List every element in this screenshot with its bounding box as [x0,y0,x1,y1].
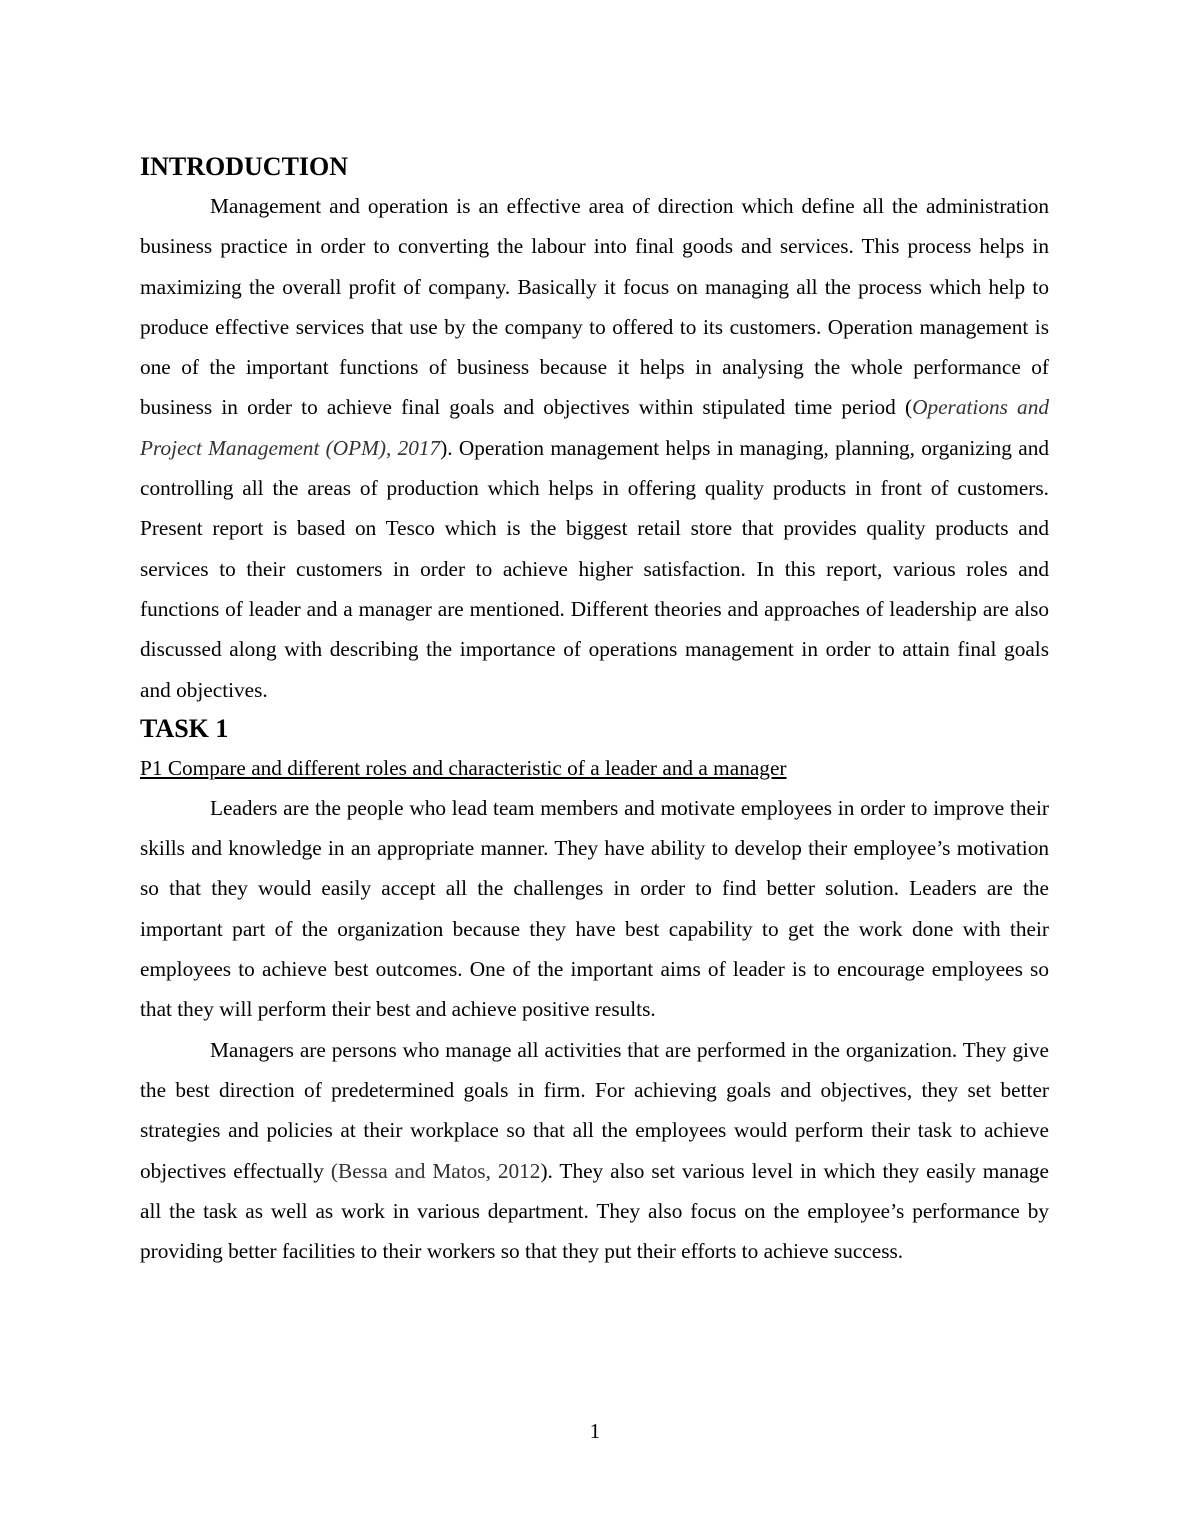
introduction-paragraph [140,186,1049,710]
introduction-heading: INTRODUCTION [140,152,349,181]
managers-citation: (Bessa and Matos, 2012 [330,1158,541,1183]
introduction-citation: Operations and Project Management (OPM), 2017 [140,395,1050,460]
page-content [140,148,1049,1271]
managers-text-part2: ). They also set various level in which they easily manage all the task as well as work in various department. They also focus on the employee’s performance by providing better facilities to their workers so that they put their efforts to achieve success. [140,1158,1049,1264]
page-number: 1 [589,1419,601,1443]
leaders-paragraph: Leaders are the people who lead team members and motivate employees in order to improve their skills and knowledge in an appropriate manner. They have ability to develop their employee’s motivation so that they would easily accept all the challenges in order to find better solution. Leaders are the important part of the organization because they have best capability to get the work done with their employees to achieve best outcomes. One of the important aims of leader is to encourage employees so that they will perform their best and achieve positive results. [140,795,1049,1022]
introduction-text-part2: ). Operation management helps in managing, planning, organizing and controlling all the areas of production which helps in offering quality products in front of customers. Present report is based on Tesco which is the biggest retail store that provides quality products and services to their customers in order to achieve higher satisfaction. In this report, various roles and functions of leader and a manager are mentioned. Different theories and approaches of leadership are also discussed along with describing the importance of operations management in order to attain final goals and objectives. [140,435,1049,702]
managers-paragraph [140,1030,1049,1272]
task1-heading: TASK 1 [140,713,229,743]
task1-subheading: P1 Compare and different roles and characteristic of a leader and a manager [140,755,787,780]
introduction-text-part1: Management and operation is an effective area of direction which define all the administration business practice in order to converting the labour into final goods and services. This process helps in maximizing the overall profit of company. Basically it focus on managing all the process which help to produce effective services that use by the company to offered to its customers. Operation management is one of the important functions of business because it helps in analysing the whole performance of business in order to achieve final goals and objectives within stipulated time period ( [140,194,1049,420]
managers-text-part1: Managers are persons who manage all activities that are performed in the organization. They give the best direction of predetermined goals in firm. For achieving goals and objectives, they set better strategies and policies at their workplace so that all the employees would perform their task to achieve objectives effectually [140,1037,1049,1183]
